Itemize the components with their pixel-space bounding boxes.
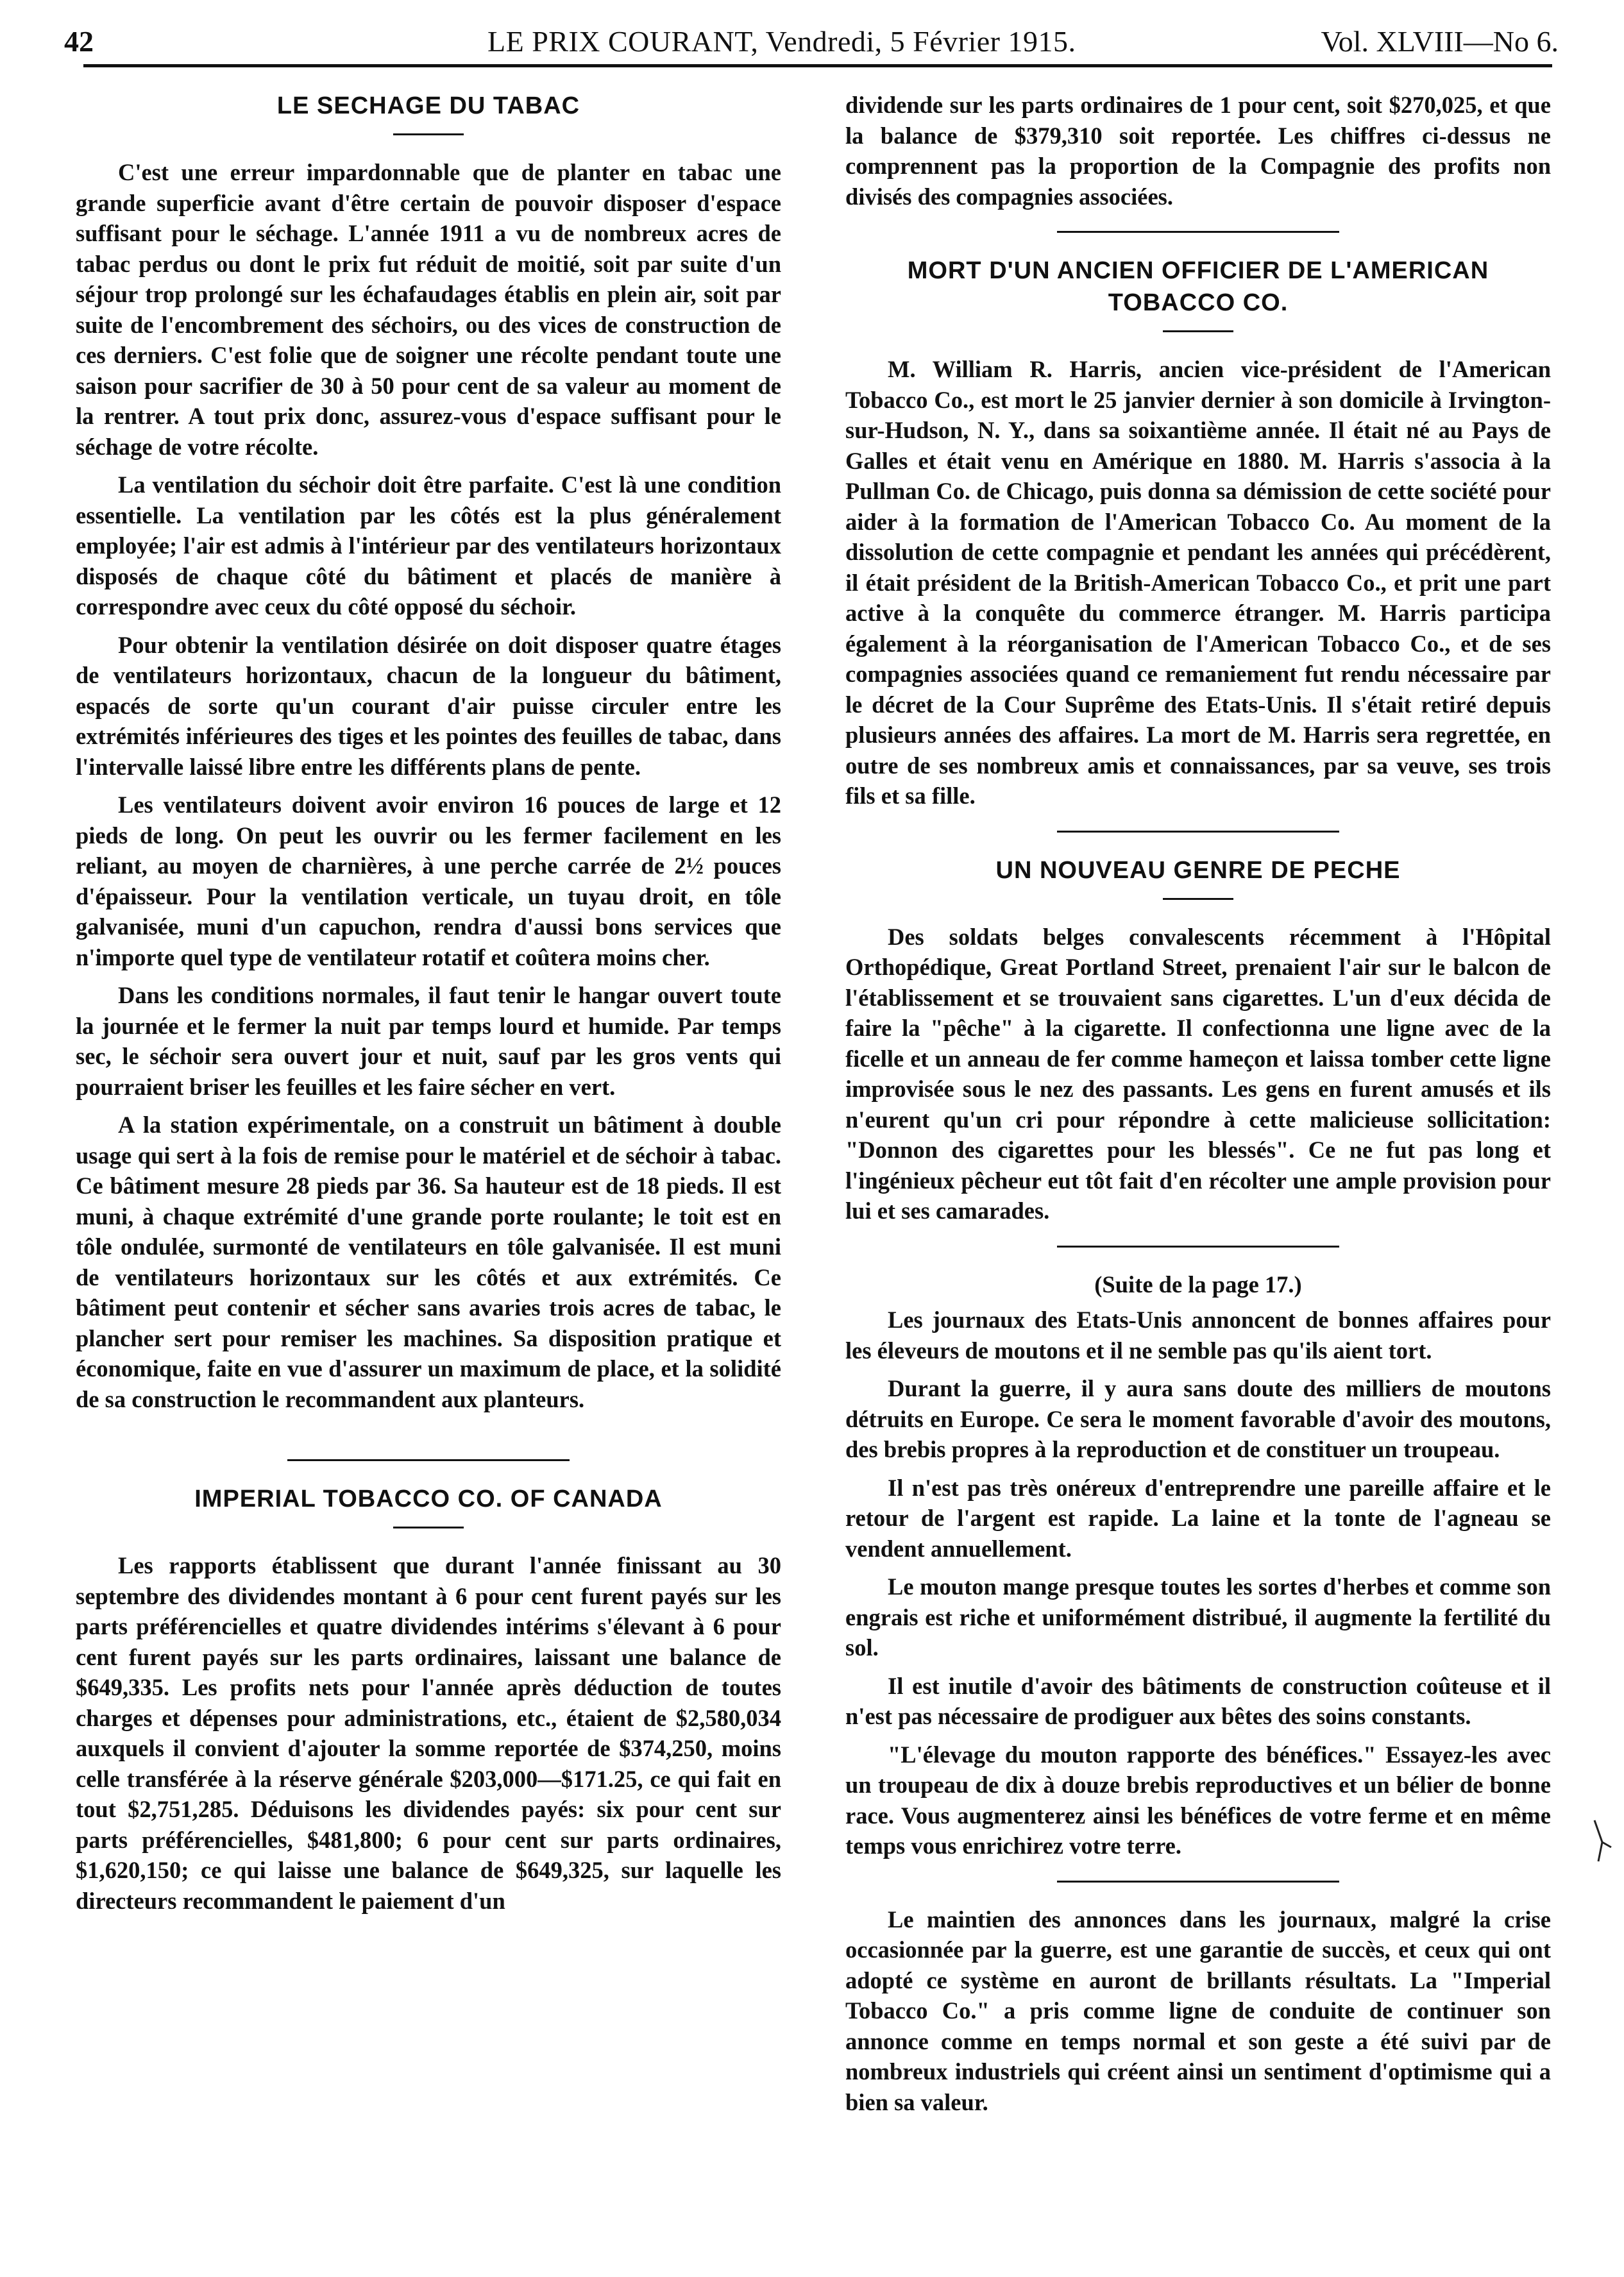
page-number: 42: [64, 25, 94, 58]
paragraph: La ventilation du séchoir doit être parfaite. C'est là une condition essentielle. La ventilation par les côtés est la plus généralement employée; l'air est admis à l'intérieur par des ventilateurs horizontaux disposés de chaque côté du bâtiment et placés de manière à correspondre avec ceux du côté opposé du séchoir.: [76, 471, 781, 620]
paragraph: Les rapports établissent que durant l'année finissant au 30 septembre des dividendes montant à 6 pour cent furent payés sur les parts préférencielles et quatre dividendes intérims s'élevant à 6 pour cent furent payés sur les parts ordinaires, laissant une balance de $649,335. Les profits nets pour l'année après déduction de toutes charges et dépenses pour administrations, etc., étaient de $2,580,034 auxquels il convient d'ajouter la somme reportée de $374,250, moins celle transférée à la réserve générale $203,000—$171.25, ce qui fait en tout $2,751,285. Déduisons les dividendes payés: six pour cent sur parts préférencielles, $481,800; 6 pour cent sur parts ordinaires, $1,620,150; ce qui laisse une balance de $649,325, sur laquelle les directeurs recommandent le paiement d'un: [76, 1552, 781, 1914]
paragraph: Les journaux des Etats-Unis annoncent de bonnes affaires pour les éleveurs de moutons et il ne semble pas qu'ils aient tort.: [845, 1307, 1551, 1364]
paragraph: C'est une erreur impardonnable que de planter en tabac une grande superficie avant d'être certain de pouvoir disposer d'espace suffisant pour le séchage. L'année 1911 a vu de nombreux acres de tabac perdus ou dont le prix fut réduit de moitié, soit par suite d'un séjour trop prolongé sur les échafaudages établis en plein air, soit par suite de l'encombrement des séchoirs, ou des vices de construction de ces derniers. C'est folie que de soigner une récolte pendant toute une saison pour sacrifier de 30 à 50 pour cent de sa valeur au moment de la rentrer. A tout prix donc, assurez-vous d'espace suffisant pour le séchage de votre récolte.: [76, 159, 781, 460]
section-divider: [1057, 231, 1339, 233]
paragraph: Il n'est pas très onéreux d'entreprendre une pareille affaire et le retour de l'argent est rapide. La laine et la tonte de l'agneau se vendent annuellement.: [845, 1474, 1551, 1562]
paragraph: Le mouton mange presque toutes les sortes d'herbes et comme son engrais est riche et uniformément distribué, il augmente la fertilité du sol.: [845, 1573, 1551, 1661]
title-rule: [1163, 330, 1233, 332]
imperial-continuation: dividende sur les parts ordinaires de 1 pour cent, soit $270,025, et que la balance de $379,310 soit reportée. Les chiffres ci-dessus ne comprennent pas la proportion de la Compagnie des profits non divisés des compagnies associées.: [845, 92, 1551, 210]
article-suite: [845, 1269, 1551, 1861]
article-mort: [845, 255, 1551, 811]
paragraph: A la station expérimentale, on a construit un bâtiment à double usage qui sert à la fois de remise pour le matériel et de séchoir à tabac. Ce bâtiment mesure 28 pieds par 36. Sa hauteur est de 18 pieds. Il est muni, à chaque extrémité d'une grande porte roulante; le toit est en tôle ondulée, surmonté de ventilateurs en tôle galvanisée. Il est muni de ventilateurs horizontaux sur les côtés et aux extrémités. Ce bâtiment peut contenir et sécher sans avaries trois acres de tabac, le plancher sert pour remiser les machines. Sa disposition pratique et économique, faite en vue d'assurer un maximum de place, et la solidité de sa construction le recommandent aux planteurs.: [76, 1112, 781, 1412]
article-imperial: [76, 1483, 781, 1916]
paragraph: M. William R. Harris, ancien vice-président de l'American Tobacco Co., est mort le 25 janvier dernier à son domicile à Irvington-sur-Hudson, N. Y., dans sa soixantième année. Il était né au Pays de Galles et était venu en Amérique en 1880. M. Harris s'associa à la Pullman Co. de Chicago, puis donna sa démission de cette société pour aider à la formation de l'American Tobacco Co. Au moment de la dissolution de cette compagnie et pendant les années qui précédèrent, il était président de la British-American Tobacco Co., et prit une part active à la conquête du commerce étranger. M. Harris participa également à la réorganisation de l'American Tobacco Co., et de ses compagnies associées quand ce remaniement fut rendu nécessaire par le décret de la Cour Suprême des Etats-Unis. Il s'était retiré depuis plusieurs années des affaires. La mort de M. Harris sera regrettée, en outre de ses nombreux amis et connaissances, par sa veuve, ses trois fils et sa fille.: [845, 356, 1551, 809]
article-maintien: [845, 1904, 1551, 2118]
article-title: LE SECHAGE DU TABAC: [276, 92, 580, 119]
title-rule: [1163, 898, 1233, 900]
right-column: [845, 90, 1551, 2232]
paragraph: Dans les conditions normales, il faut tenir le hangar ouvert toute la journée et le fermer la nuit par temps lourd et humide. Par temps sec, le séchoir sera ouvert jour et nuit, sauf par les gros vents qui pourraient briser les feuilles et les faire sécher en vert.: [76, 982, 781, 1100]
article-sechage: [76, 90, 781, 1414]
title-rule: [393, 133, 464, 135]
pencil-mark-icon: [1589, 1816, 1615, 1868]
paragraph: Des soldats belges convalescents récemment à l'Hôpital Orthopédique, Great Portland Street, prenaient l'air sur le balcon de l'établissement et se trouvaient sans cigarettes. L'un d'eux décida de faire la "pêche" à la cigarette. Il confectionna une ligne avec de la ficelle et un anneau de fer comme hameçon et laissa tomber cette ligne improvisée sous le nez des passants. Les gens en furent amusés et ils n'eurent qu'un cri pour répondre à cette malicieuse sollicitation: "Donnon des cigarettes pour les blessés". Ce ne fut pas long et l'ingénieux pêcheur eut tôt fait d'en récolter une ample provision pour lui et ses camarades.: [845, 923, 1551, 1224]
article-title: IMPERIAL TOBACCO CO. OF CANADA: [194, 1486, 663, 1512]
paragraph: Il est inutile d'avoir des bâtiments de construction coûteuse et il n'est pas nécessaire de prodiguer aux bêtes des soins constants.: [845, 1672, 1551, 1729]
left-column: [76, 90, 781, 2232]
section-divider: [1057, 1881, 1339, 1883]
header-rule: [83, 64, 1552, 67]
paragraph: "L'élevage du mouton rapporte des bénéfices." Essayez-les avec un troupeau de dix à douze brebis reproductives et un bélier de bonne race. Vous augmenterez ainsi les bénéfices de votre ferme et en même temps vous enrichirez votre terre.: [845, 1741, 1551, 1859]
paragraph: Les ventilateurs doivent avoir environ 16 pouces de large et 12 pieds de long. On peut les ouvrir ou les fermer facilement en les reliant, au moyen de charnières, à une perche carrée de 2½ pouces d'épaisseur. Pour la ventilation verticale, un tuyau droit, en tôle galvanisée, muni d'un capuchon, rendra d'aussi bons services que n'importe quel type de ventilateur rotatif et coûtera moins cher.: [76, 791, 781, 970]
volume-number: Vol. XLVIII—No 6.: [1321, 25, 1559, 58]
paragraph: Durant la guerre, il y aura sans doute des milliers de moutons détruits en Europe. Ce sera le moment favorable d'avoir des moutons, des brebis propres à la reproduction et de constituer un troupeau.: [845, 1375, 1551, 1462]
article-peche: [845, 854, 1551, 1226]
page-header: [64, 19, 1559, 64]
section-divider: [1057, 831, 1339, 833]
publication-title: LE PRIX COURANT, Vendredi, 5 Février 1915.: [487, 25, 1076, 58]
section-divider: [287, 1459, 570, 1461]
section-divider: [1057, 1246, 1339, 1248]
paragraph: Pour obtenir la ventilation désirée on doit disposer quatre étages de ventilateurs horizontaux, chacun de la longueur du bâtiment, espacés de sorte qu'un courant d'air puisse circuler entre les extrémités inférieures des tiges et les pointes des feuilles de tabac, dans l'intervalle laissé libre entre les différents plans de pente.: [76, 631, 781, 780]
continued-from-label: (Suite de la page 17.): [1094, 1271, 1302, 1298]
article-title: UN NOUVEAU GENRE DE PECHE: [995, 856, 1401, 884]
paragraph: Le maintien des annonces dans les journaux, malgré la crise occasionnée par la guerre, est une garantie de succès, et ceux qui ont adopté ce système en auront de brillants résultats. La "Imperial Tobacco Co." a pris comme ligne de conduite de continuer son annonce comme en temps normal et son geste a été suivi par de nombreux industriels qui créent ainsi un sentiment d'optimisme qui a bien sa valeur.: [845, 1906, 1551, 2115]
article-title: MORT D'UN ANCIEN OFFICIER DE L'AMERICAN TOBACCO CO.: [907, 257, 1489, 316]
title-rule: [393, 1527, 464, 1528]
